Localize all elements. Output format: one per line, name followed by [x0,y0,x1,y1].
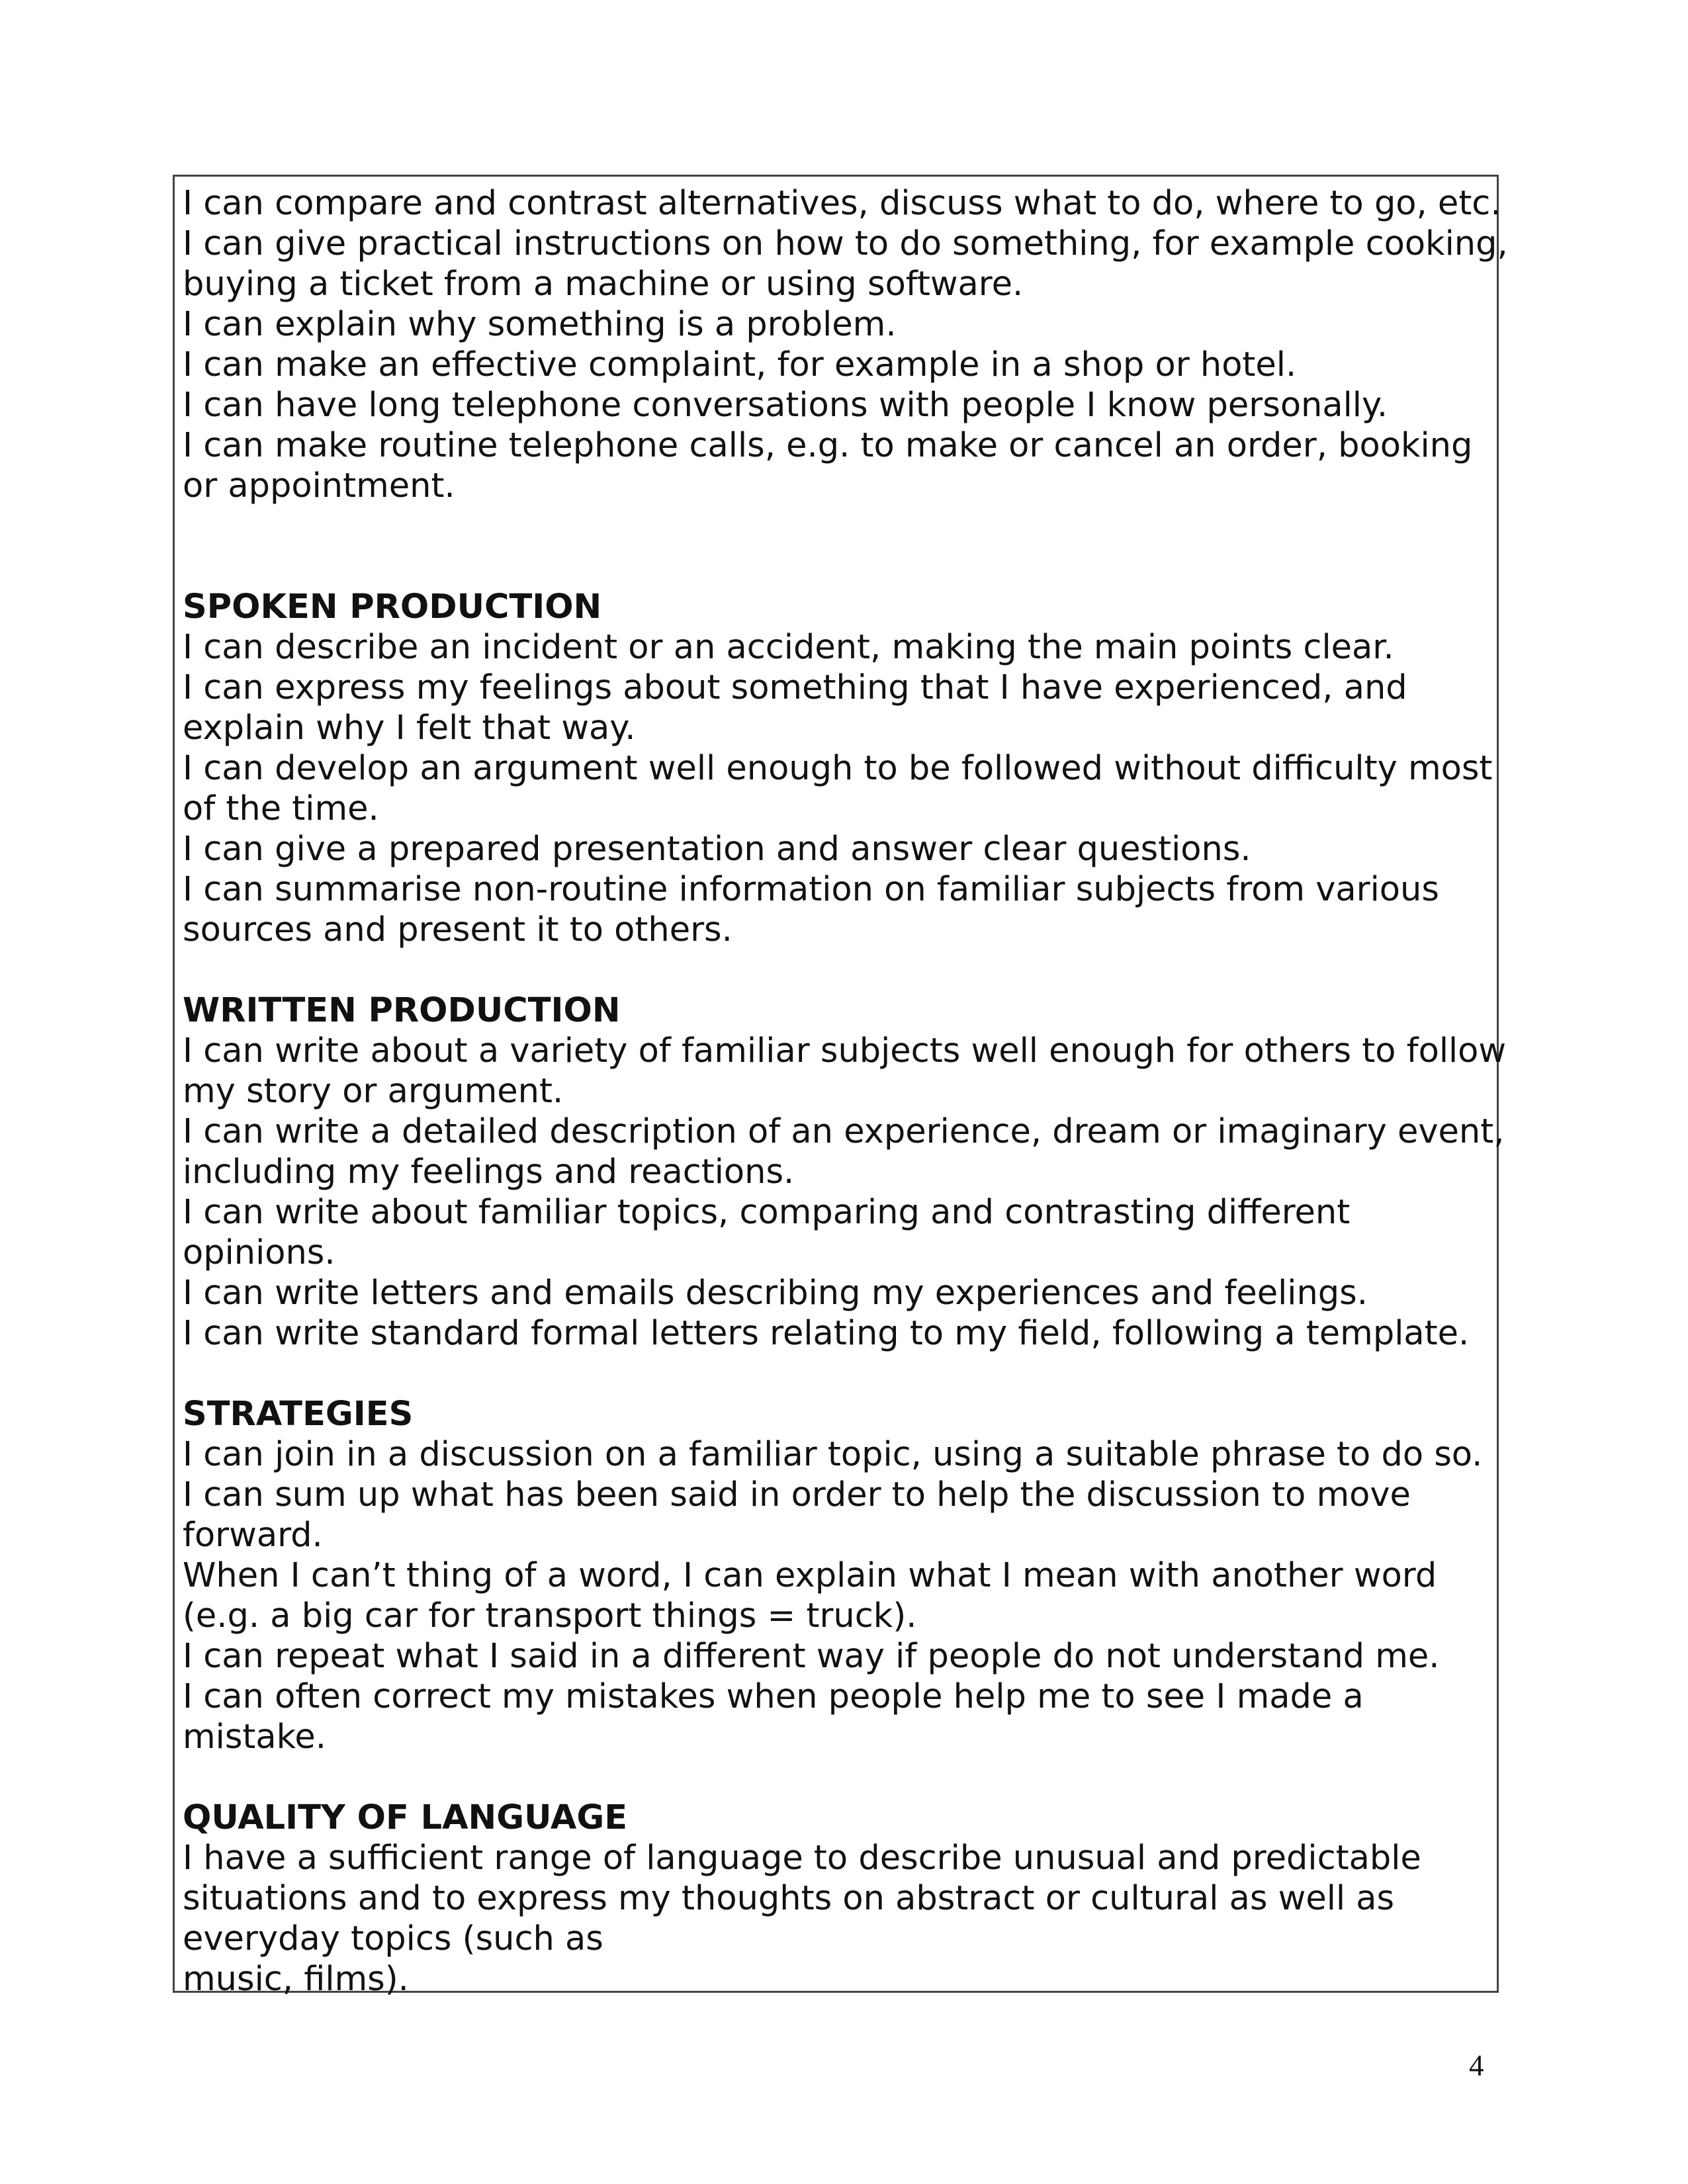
section-line: (e.g. a big car for transport things = truck). [183,1596,917,1636]
section-heading-quality-of-language: QUALITY OF LANGUAGE [183,1798,628,1837]
section-line: forward. [183,1516,323,1555]
section-line: music, films). [183,1960,409,1999]
section-line: I can express my feelings about something that I have experienced, and [183,668,1407,707]
section-line: I can write about familiar topics, comparing and contrasting different [183,1193,1351,1232]
spacer [183,1757,1497,1798]
section-line: I can write letters and emails describing my experiences and feelings. [183,1274,1368,1313]
page-number: 4 [1469,2049,1484,2082]
intro-line: I can make routine telephone calls, e.g. to make or cancel an order, booking [183,426,1473,465]
section-heading-spoken-production: SPOKEN PRODUCTION [183,588,602,627]
section-line: opinions. [183,1233,335,1272]
section-line: I can sum up what has been said in order to help the discussion to move [183,1475,1411,1514]
section-line: I can give a prepared presentation and answer clear questions. [183,830,1251,869]
section-line: When I can’t thing of a word, I can explain what I mean with another word [183,1556,1437,1595]
section-line: I can write standard formal letters relating to my field, following a template. [183,1314,1470,1353]
spacer [183,546,1497,587]
intro-line: or appointment. [183,466,455,505]
intro-line: I can compare and contrast alternatives, discuss what to do, where to go, etc. [183,184,1501,223]
section-line: including my feelings and reactions. [183,1153,795,1192]
section-line: situations and to express my thoughts on abstract or cultural as well as [183,1879,1395,1918]
section-heading-strategies: STRATEGIES [183,1395,414,1434]
intro-line: I can give practical instructions on how to do something, for example cooking, [183,224,1508,263]
spacer [183,1354,1497,1394]
intro-line: buying a ticket from a machine or using software. [183,265,1024,304]
section-line: my story or argument. [183,1072,564,1111]
intro-line: I can have long telephone conversations with people I know personally. [183,386,1388,425]
spacer [183,506,1497,546]
section-line: sources and present it to others. [183,910,733,949]
intro-line: I can make an effective complaint, for example in a shop or hotel. [183,345,1297,384]
content-box [173,175,1508,1999]
section-line: I can develop an argument well enough to be followed without difficulty most [183,749,1493,788]
section-heading-written-production: WRITTEN PRODUCTION [183,991,621,1030]
section-line: I can describe an incident or an accident, making the main points clear. [183,628,1394,667]
section-line: I have a sufficient range of language to describe unusual and predictable [183,1839,1421,1878]
section-line: I can write a detailed description of an experience, dream or imaginary event, [183,1112,1505,1151]
intro-line: I can explain why something is a problem. [183,305,897,344]
section-line: everyday topics (such as [183,1919,603,1958]
section-line: I can repeat what I said in a different way if people do not understand me. [183,1637,1440,1676]
section-line: I can summarise non-routine information on familiar subjects from various [183,870,1439,909]
section-line: I can write about a variety of familiar subjects well enough for others to follow [183,1031,1507,1070]
section-line: of the time. [183,789,379,828]
section-line: explain why I felt that way. [183,709,636,748]
section-line: mistake. [183,1718,326,1757]
section-line: I can often correct my mistakes when people help me to see I made a [183,1677,1364,1716]
spacer [183,950,1497,990]
section-line: I can join in a discussion on a familiar topic, using a suitable phrase to do so. [183,1435,1483,1474]
